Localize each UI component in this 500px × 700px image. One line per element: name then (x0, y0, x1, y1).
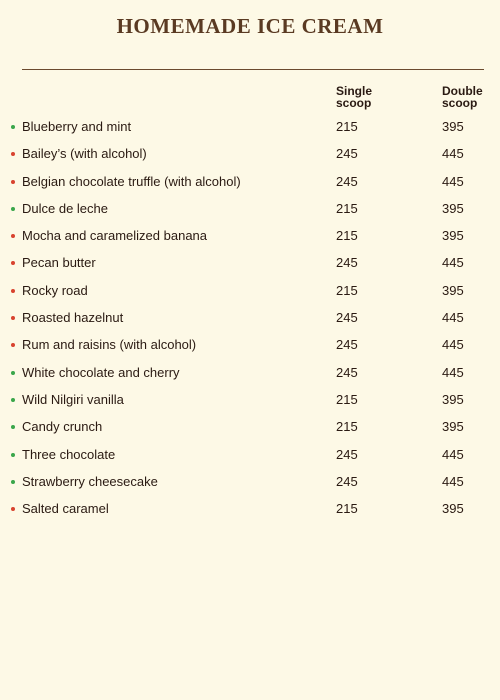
double-scoop-price: 445 (442, 473, 464, 489)
column-header-double-scoop (442, 85, 483, 109)
single-scoop-price: 215 (336, 282, 358, 298)
menu-item (0, 200, 500, 227)
menu-item-name: Three chocolate (22, 446, 116, 462)
veg-marker-dot-icon (11, 425, 15, 429)
menu-item-name: Mocha and caramelized banana (22, 228, 208, 244)
nonveg-marker-dot-icon (11, 343, 15, 347)
column-header-double-line2: scoop (442, 96, 478, 110)
single-scoop-price: 245 (336, 310, 358, 326)
menu-item (0, 336, 500, 363)
column-header-single-line1: Single (336, 84, 373, 98)
menu-item-name: Pecan butter (22, 255, 96, 271)
single-scoop-price: 245 (336, 446, 358, 462)
menu-item (0, 254, 500, 281)
single-scoop-price: 245 (336, 146, 358, 162)
menu-item (0, 118, 500, 145)
veg-marker-dot-icon (11, 480, 15, 484)
menu-item-name: Dulce de leche (22, 200, 108, 216)
menu-item-name: Belgian chocolate truffle (with alcohol) (22, 173, 241, 189)
double-scoop-price: 395 (442, 391, 464, 407)
menu-item (0, 364, 500, 391)
menu-item-list (0, 118, 500, 527)
title-divider (22, 69, 484, 70)
double-scoop-price: 445 (442, 364, 464, 380)
single-scoop-price: 215 (336, 419, 358, 435)
menu-item (0, 282, 500, 309)
veg-marker-dot-icon (11, 125, 15, 129)
single-scoop-price: 215 (336, 119, 358, 134)
nonveg-marker-dot-icon (11, 152, 15, 156)
nonveg-marker-dot-icon (11, 289, 15, 293)
double-scoop-price: 395 (442, 200, 464, 216)
veg-marker-dot-icon (11, 453, 15, 457)
menu-item (0, 446, 500, 473)
menu-item-name: Candy crunch (22, 419, 103, 435)
menu-item-name: Rum and raisins (with alcohol) (22, 337, 197, 353)
column-header-double-line1: Double (442, 84, 483, 98)
single-scoop-price: 245 (336, 364, 358, 380)
double-scoop-price: 445 (442, 173, 464, 189)
nonveg-marker-dot-icon (11, 261, 15, 265)
double-scoop-price: 395 (442, 119, 464, 134)
double-scoop-price: 395 (442, 501, 464, 517)
veg-marker-dot-icon (11, 371, 15, 375)
single-scoop-price: 245 (336, 473, 358, 489)
double-scoop-price: 395 (442, 419, 464, 435)
nonveg-marker-dot-icon (11, 507, 15, 511)
double-scoop-price: 445 (442, 337, 464, 353)
menu-item-name: Bailey’s (with alcohol) (22, 146, 147, 162)
nonveg-marker-dot-icon (11, 316, 15, 320)
menu-item-name: Wild Nilgiri vanilla (22, 391, 124, 407)
menu-item (0, 145, 500, 172)
column-header-single-line2: scoop (336, 96, 372, 110)
single-scoop-price: 215 (336, 391, 358, 407)
double-scoop-price: 395 (442, 228, 464, 244)
menu-item (0, 227, 500, 254)
double-scoop-price: 445 (442, 310, 464, 326)
menu-item (0, 500, 500, 527)
menu-item (0, 391, 500, 418)
menu-item (0, 309, 500, 336)
menu-item-name: Blueberry and mint (22, 119, 132, 134)
veg-marker-dot-icon (11, 207, 15, 211)
nonveg-marker-dot-icon (11, 234, 15, 238)
single-scoop-price: 215 (336, 200, 358, 216)
nonveg-marker-dot-icon (11, 180, 15, 184)
double-scoop-price: 395 (442, 282, 464, 298)
single-scoop-price: 245 (336, 337, 358, 353)
menu-item-name: Roasted hazelnut (22, 310, 124, 326)
veg-marker-dot-icon (11, 398, 15, 402)
double-scoop-price: 445 (442, 446, 464, 462)
menu-item (0, 473, 500, 500)
double-scoop-price: 445 (442, 146, 464, 162)
menu-item-name: White chocolate and cherry (22, 364, 180, 380)
double-scoop-price: 445 (442, 255, 464, 271)
menu-item-name: Salted caramel (22, 501, 109, 517)
single-scoop-price: 215 (336, 501, 358, 517)
menu-item (0, 173, 500, 200)
menu-item-name: Strawberry cheesecake (22, 473, 158, 489)
menu-item (0, 418, 500, 445)
menu-item-name: Rocky road (22, 282, 88, 298)
column-header-single-scoop (336, 85, 372, 109)
menu-title: HOMEMADE ICE CREAM (116, 14, 384, 38)
single-scoop-price: 215 (336, 228, 358, 244)
single-scoop-price: 245 (336, 173, 358, 189)
single-scoop-price: 245 (336, 255, 358, 271)
